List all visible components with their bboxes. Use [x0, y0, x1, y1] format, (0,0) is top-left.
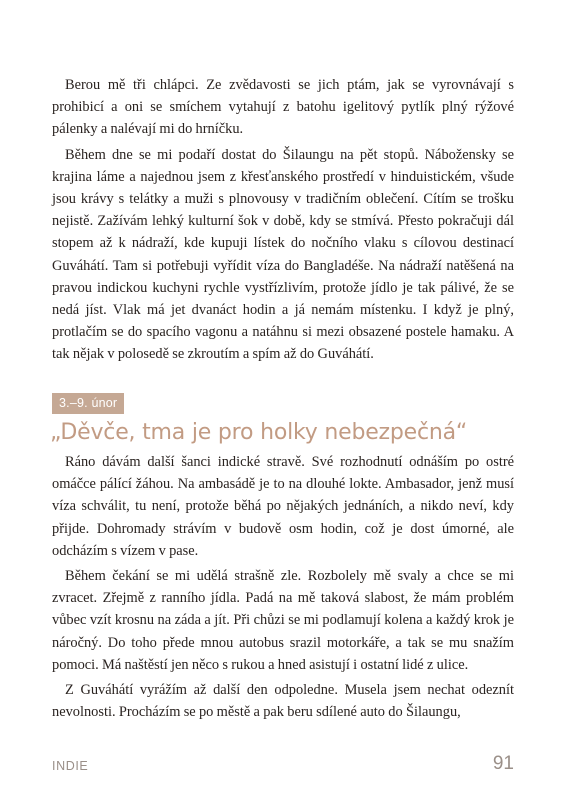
date-tag: 3.–9. únor	[52, 393, 124, 414]
paragraph: Ráno dávám další šanci indické stravě. Své rozhodnutí odnáším po ostré omáčce pálící žáhou. Na ambasádě je to na dlouhé lokte. Ambasador, jenž musí víza schválit, tu není, protože běhá po nějakých jednáních, a nikdo neví, kdy přijde. Dohromady strávím v budově osm hodin, což je dost úmorné, ale odcházím s vízem v pase.	[52, 454, 514, 559]
paragraph: Z Guváhátí vyrážím až další den odpoledne. Musela jsem nechat odeznít nevolnosti. Procházím se po městě a pak beru sdílené auto do Šilaungu,	[52, 682, 514, 721]
paragraph: Během čekání se mi udělá strašně zle. Rozbolely mě svaly a chce se mi zvracet. Zřejmě z ranního jídla. Padá na mě taková slabost, že mám problém vůbec vzít krosnu na záda a jít. Při chůzi se mi podlamují kolena a každý krok je náročný. Do toho přede mnou autobus srazil motorkáře, a tak se mu snažím pomoci. Má naštěstí jen něco s rukou a hned asistují i ostatní lidé z ulice.	[52, 568, 514, 673]
running-title: INDIE	[52, 759, 89, 773]
section-title: „Děvče, tma je pro holky nebezpečná“	[50, 420, 468, 445]
paragraph: Během dne se mi podaří dostat do Šilaungu na pět stopů. Nábožensky se krajina láme a najednou jsem z křesťanského prostředí v hinduistickém, všude jsou krávy s telátky a muži s plnovousy v tradičním oblečení. Cítím se trošku nejistě. Zažívám lehký kulturní šok v době, kdy se stmívá. Přesto pokračuji dál stopem až k nádraží, kde kupuji lístek do nočního vlaku s cílovou destinací Guváhátí. Tam si potřebuji vyřídit víza do Bangladéše. Na nádraží natěšená na pravou indickou kuchyni rychle vystřízlivím, protože jídlo je tak pálivé, že se nedá jíst. Vlak má jet dvanáct hodin a já nemám místenku. I když je plný, protlačím se do spacího vagonu a natáhnu si mezi obsazené postele hamaku. A tak nějak v polosedě se zkroutím a spím až do Guváhátí.	[52, 146, 514, 363]
paragraph: Berou mě tři chlápci. Ze zvědavosti se jich ptám, jak se vyrovnávají s prohibicí a oni se smíchem vytahují z batohu igelitový pytlík plný rýžové pálenky a nalévají mi do hrníčku.	[52, 77, 514, 138]
page-number: 91	[492, 753, 514, 774]
section-text	[52, 451, 514, 723]
intro-text	[52, 74, 514, 366]
